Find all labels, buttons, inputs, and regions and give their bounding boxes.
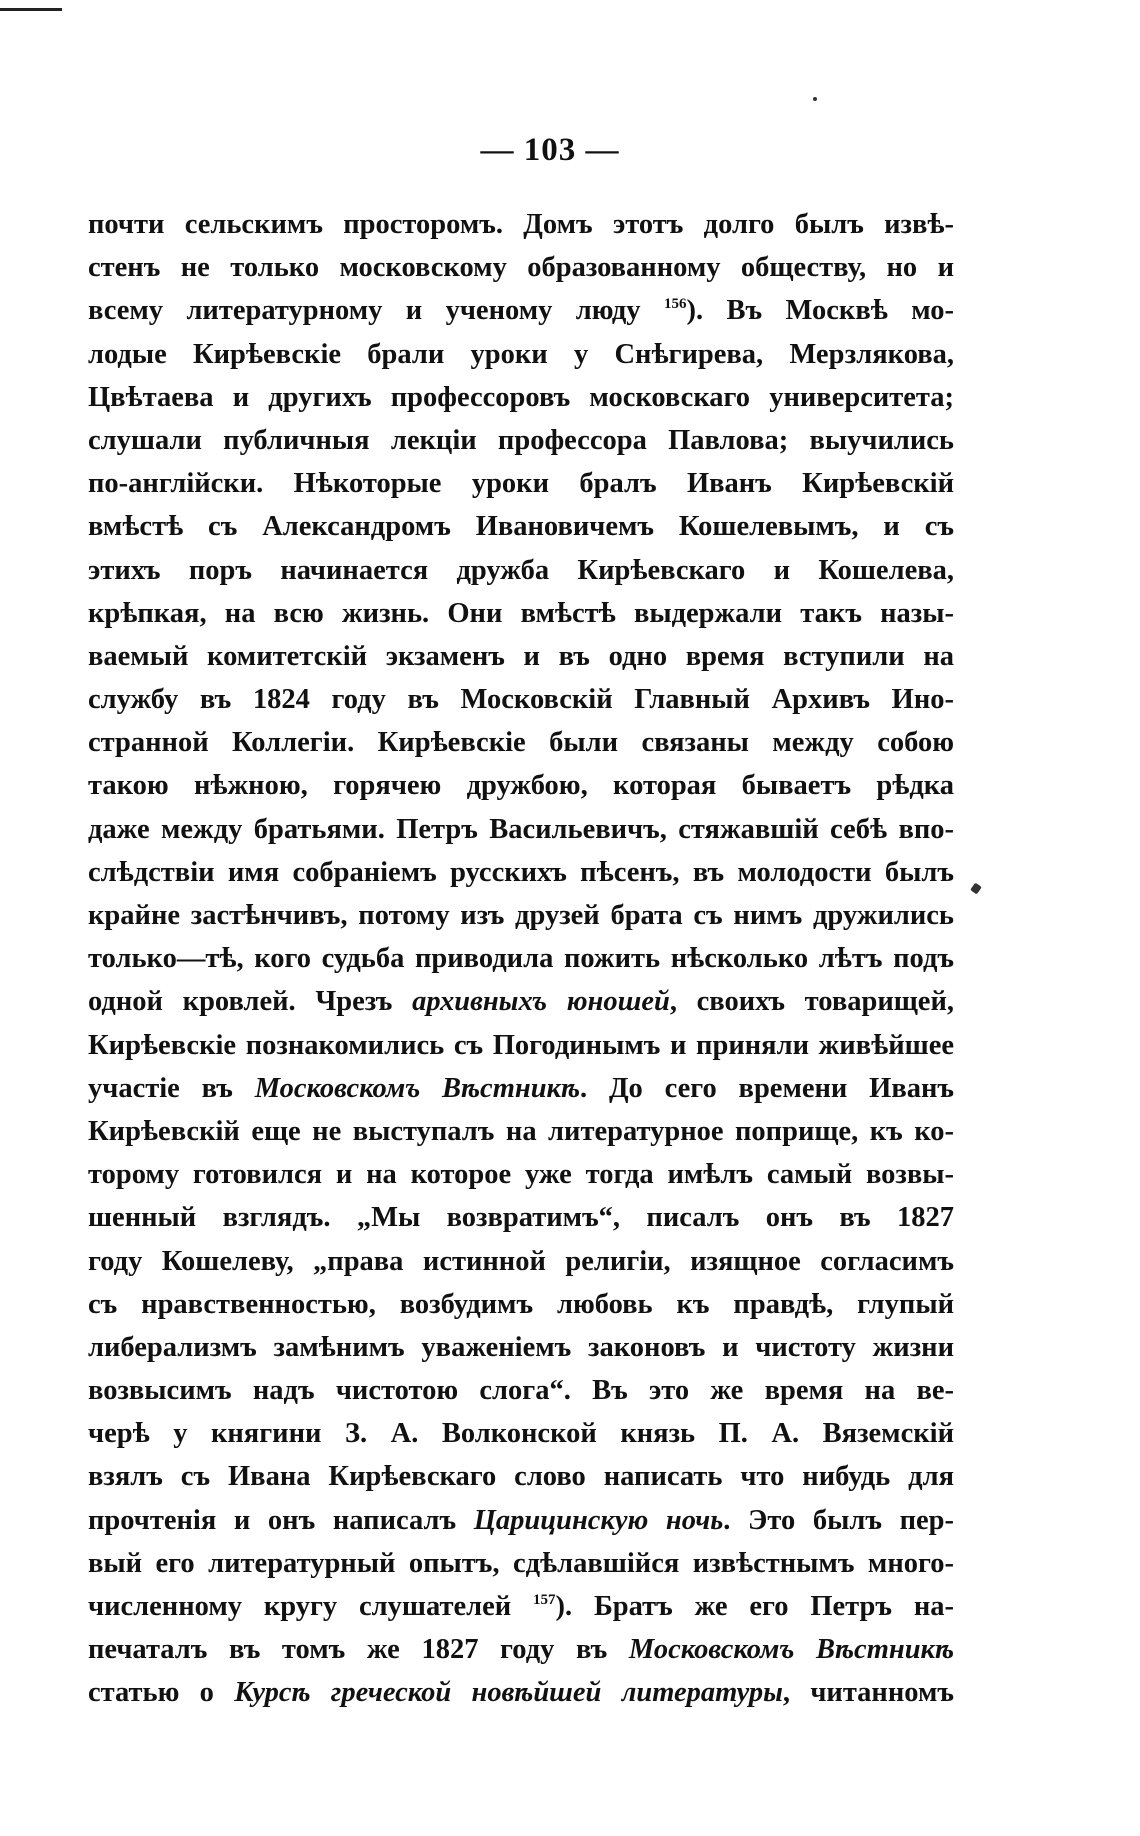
text-run: слушали публичныя лекціи профессора Павлова; выучились [88, 424, 954, 456]
text-run: печаталъ въ томъ же 1827 году въ [88, 1634, 629, 1666]
italic-title: Московскомъ Вѣстникѣ [254, 1072, 581, 1104]
text-run: прочтенія и онъ написалъ [88, 1504, 474, 1536]
text-line [88, 808, 954, 851]
text-line [88, 333, 954, 376]
text-run: даже между братьями. Петръ Васильевичъ, стяжавшій себѣ впо- [88, 813, 954, 845]
text-line [88, 1196, 954, 1239]
italic-title: Курсѣ греческой новѣйшей литературы [234, 1677, 783, 1709]
text-run: торому готовился и на которое уже тогда имѣлъ самый возвы- [88, 1159, 954, 1191]
text-line [88, 289, 954, 332]
text-line [88, 549, 954, 592]
text-run: Цвѣтаева и другихъ профессоровъ московскаго университета; [88, 381, 954, 413]
text-line [88, 1024, 954, 1067]
text-run: съ нравственностью, возбудимъ любовь къ правдѣ, глупый [88, 1288, 954, 1320]
text-line [88, 1283, 954, 1326]
text-line [88, 1369, 954, 1412]
text-run: одной кровлей. Чрезъ [88, 986, 413, 1018]
text-run: лодые Кирѣевскіе брали уроки у Снѣгирева, Мерзлякова, [88, 338, 954, 370]
text-run: крѣпкая, на всю жизнь. Они вмѣстѣ выдержали такъ назы- [88, 597, 954, 629]
ink-speck [813, 97, 817, 101]
text-line [88, 1628, 954, 1671]
text-run: слѣдствіи имя собраніемъ русскихъ пѣсенъ, въ молодости былъ [88, 856, 954, 888]
text-line [88, 1153, 954, 1196]
page-number: — 103 — [480, 132, 620, 168]
text-run: службу въ 1824 году въ Московскій Главный Архивъ Ино- [88, 684, 954, 716]
text-run: крайне застѣнчивъ, потому изъ друзей брата съ нимъ дружились [88, 900, 954, 931]
text-run: году Кошелеву, „права истинной религіи, изящное согласимъ [88, 1245, 954, 1277]
text-run: , читанномъ [782, 1677, 954, 1709]
text-line [88, 1455, 954, 1498]
text-run: всему литературному и ученому люду [88, 295, 664, 327]
text-line [88, 635, 954, 678]
text-line [88, 1542, 954, 1585]
text-run: . До сего времени Иванъ [580, 1072, 955, 1104]
text-run: такою нѣжною, горячею дружбою, которая бываетъ рѣдка [88, 770, 954, 802]
text-run: вмѣстѣ съ Александромъ Ивановичемъ Кошелевымъ, и съ [88, 511, 954, 543]
text-line [88, 851, 954, 894]
text-run: вый его литературный опытъ, сдѣлавшійся извѣстнымъ много- [88, 1547, 954, 1579]
text-run: этихъ поръ начинается дружба Кирѣевскаго и Кошелева, [88, 554, 954, 586]
text-line [88, 894, 954, 937]
body-text [88, 203, 954, 1715]
ink-speck [970, 883, 982, 895]
text-run: Кирѣевскій еще не выступалъ на литературное поприще, къ ко- [88, 1115, 954, 1147]
text-run: почти сельскимъ просторомъ. Домъ этотъ долго былъ извѣ- [88, 209, 954, 240]
corner-rule [0, 8, 62, 11]
text-run: взялъ съ Ивана Кирѣевскаго слово написать что нибудь для [88, 1461, 954, 1493]
text-run: либерализмъ замѣнимъ уваженіемъ законовъ и чистоту жизни [88, 1331, 954, 1363]
text-line [88, 376, 954, 419]
footnote-ref: 157 [533, 1592, 556, 1608]
text-run: численному кругу слушателей [88, 1591, 534, 1622]
text-line [88, 246, 954, 289]
italic-title: Царицинскую ночь [473, 1504, 724, 1536]
text-run: по-англійски. Нѣкоторые уроки бралъ Иванъ Кирѣевскій [88, 468, 954, 500]
text-run: черѣ у княгини З. А. Волконской князь П. А. Вяземскій [88, 1418, 954, 1450]
text-run: Кирѣевскіе познакомились съ Погодинымъ и приняли живѣйшее [88, 1029, 954, 1061]
text-run: ваемый комитетскій экзаменъ и въ одно время вступили на [88, 640, 954, 672]
text-line [88, 1067, 954, 1110]
text-line [88, 592, 954, 635]
text-run: странной Коллегіи. Кирѣевскіе были связаны между собою [88, 727, 954, 759]
text-line [88, 980, 954, 1023]
text-line [88, 203, 954, 246]
text-line [88, 1671, 954, 1714]
text-line [88, 937, 954, 980]
text-run: статью о [88, 1677, 235, 1709]
text-line [88, 505, 954, 548]
text-run: возвысимъ надъ чистотою слога“. Въ это же время на ве- [88, 1375, 954, 1407]
text-line [88, 1499, 954, 1542]
text-run: ). Братъ же его Петръ на- [555, 1591, 954, 1622]
text-line [88, 1240, 954, 1283]
text-run: участіе въ [88, 1072, 255, 1104]
text-line [88, 1326, 954, 1369]
footnote-ref: 156 [663, 296, 687, 313]
italic-title: Московскомъ Вѣстникѣ [628, 1634, 954, 1666]
text-line [88, 1412, 954, 1455]
text-run: . Это былъ пер- [723, 1504, 954, 1536]
text-line [88, 1110, 954, 1153]
text-run: , своихъ товарищей, [669, 986, 954, 1018]
text-line [88, 764, 954, 807]
text-run: шенный взглядъ. „Мы возвратимъ“, писалъ онъ въ 1827 [88, 1202, 954, 1234]
text-run: ). Въ Москвѣ мо- [686, 295, 954, 327]
text-line [88, 678, 954, 721]
text-line [88, 721, 954, 764]
text-run: стенъ не только московскому образованному обществу, но и [88, 252, 954, 284]
text-line [88, 462, 954, 505]
italic-title: архивныхъ юношей [412, 986, 670, 1018]
text-run: только—тѣ, кого судьба приводила пожить нѣсколько лѣтъ подъ [88, 943, 954, 975]
text-line [88, 1585, 954, 1628]
text-line [88, 419, 954, 462]
